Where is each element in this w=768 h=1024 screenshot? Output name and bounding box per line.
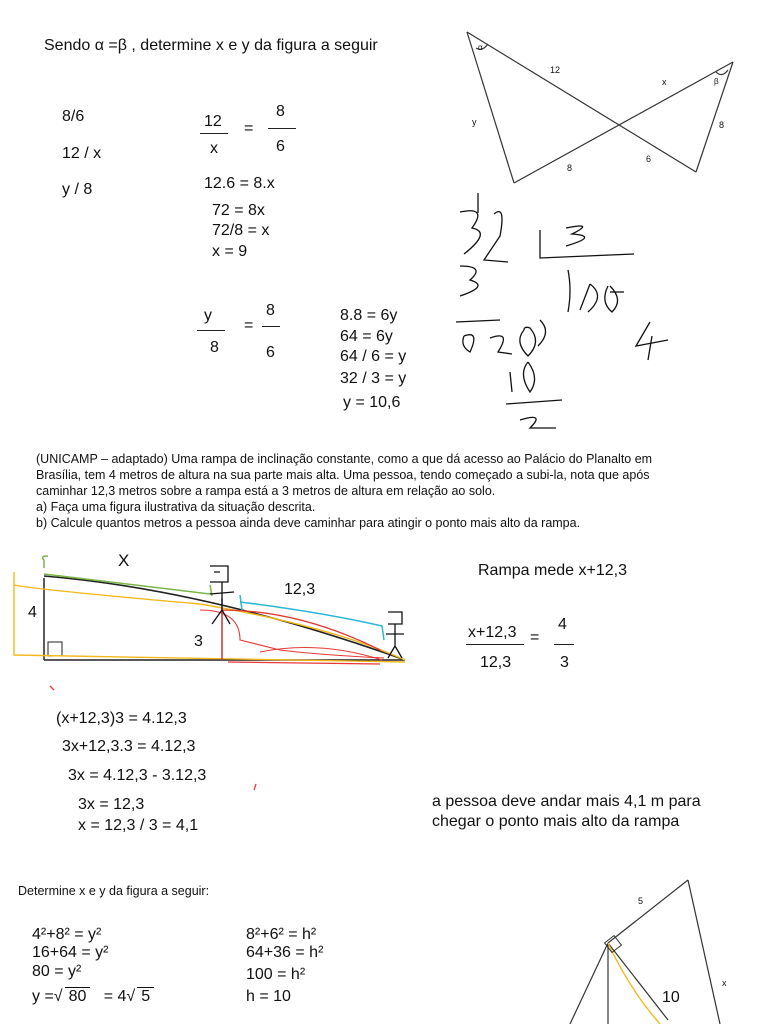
label-six: 6 <box>646 154 652 164</box>
step1-1: 72 = 8x <box>212 202 265 219</box>
step2-0: 8.8 = 6y <box>340 307 398 324</box>
problem-line-1: (UNICAMP – adaptado) Uma rampa de inclinação constante, como a que dá acesso ao Palácio do Planalto em <box>36 452 653 466</box>
pyth-right-2: 100 = h² <box>246 966 306 983</box>
ramp-label-four: 4 <box>28 604 37 621</box>
problem-line-2: Brasília, tem 4 metros de altura na sua parte mais alta. Uma pessoa, tendo começado a subi-la, nota que após <box>36 468 650 482</box>
answer-line-1: a pessoa deve andar mais 4,1 m para <box>432 793 701 810</box>
person-1-icon <box>210 566 228 582</box>
ramp-slope-green <box>44 574 210 594</box>
pyth-left-1: 16+64 = y² <box>32 944 109 961</box>
frac3-num2: 4 <box>558 616 567 633</box>
ramp-step-4: x = 12,3 / 3 = 4,1 <box>78 817 199 834</box>
ramp-label-x: X <box>118 551 130 570</box>
pyth-left-3 <box>32 989 154 1005</box>
ramp-step-1: 3x+12,3.3 = 4.12,3 <box>62 738 196 755</box>
problem-title-3: Determine x e y da figura a seguir: <box>18 884 210 898</box>
ramp-label-three: 3 <box>194 633 203 650</box>
frac2-num2: 8 <box>266 302 275 319</box>
step1-0: 12.6 = 8.x <box>204 175 275 192</box>
label-y: y <box>472 117 477 127</box>
frac1-den2: 6 <box>276 138 285 155</box>
y-sqrt-prefix: y = <box>32 988 54 1005</box>
ramp-slope-yellow <box>14 585 405 660</box>
label-beta: β <box>714 77 719 86</box>
sqrt-icon: √ <box>53 988 63 1005</box>
frac1-equals: = <box>244 120 254 137</box>
sqrt-5: 5 <box>137 987 154 1005</box>
frac3-bar <box>466 644 524 645</box>
frac1-num: 12 <box>204 113 222 130</box>
frac3-bar2 <box>554 644 574 645</box>
ramp-step-0: (x+12,3)3 = 4.12,3 <box>56 710 187 727</box>
handwritten-scribbles <box>456 193 668 428</box>
tri-label-five: 5 <box>638 896 644 906</box>
ramp-label-length: 12,3 <box>284 581 316 598</box>
frac3-num: x+12,3 <box>468 624 517 641</box>
ramp-step-2: 3x = 4.12,3 - 3.12,3 <box>68 767 207 784</box>
person-2-icon <box>388 612 402 624</box>
frac2-den2: 6 <box>266 344 275 361</box>
label-eight-bottom: 8 <box>567 163 573 173</box>
answer-line-2: chegar o ponto mais alto da rampa <box>432 813 680 830</box>
ramp-right-angle <box>48 642 62 656</box>
step2-1: 64 = 6y <box>340 328 393 345</box>
tri-label-x: x <box>722 978 727 988</box>
ratio-3: y / 8 <box>62 181 93 198</box>
sqrt-80: 80 <box>65 987 91 1005</box>
ramp-step-3: 3x = 12,3 <box>78 796 145 813</box>
step2-3: 32 / 3 = y <box>340 370 407 387</box>
step1-3: x = 9 <box>212 243 248 260</box>
frac3-den: 12,3 <box>480 654 512 671</box>
frac1-den: x <box>210 140 218 157</box>
label-eight-right: 8 <box>719 120 725 130</box>
tri-label-ten: 10 <box>662 989 680 1006</box>
ramp-cyan-line <box>240 602 384 640</box>
ramp-description: Rampa mede x+12,3 <box>478 562 627 579</box>
problem-line-3: caminhar 12,3 metros sobre a rampa está a 3 metros de altura em relação ao solo. <box>36 484 496 498</box>
step2-4: y = 10,6 <box>343 394 401 411</box>
frac2-den: 8 <box>210 339 219 356</box>
frac1-num2: 8 <box>276 103 285 120</box>
frac2-equals: = <box>244 317 254 334</box>
problem-title-1: Sendo α =β , determine x e y da figura a seguir <box>44 37 378 54</box>
ramp-slope-black <box>44 576 405 660</box>
pyth-right-3: h = 10 <box>246 988 291 1005</box>
y-result-prefix: = 4 <box>103 988 127 1005</box>
pyth-right-1: 64+36 = h² <box>246 944 324 961</box>
frac2-num: y <box>204 307 212 324</box>
triangle-figure <box>570 880 720 1024</box>
pyth-left-0: 4²+8² = y² <box>32 926 102 943</box>
ratio-2: 12 / x <box>62 145 102 162</box>
label-x: x <box>662 77 667 87</box>
pyth-left-2: 80 = y² <box>32 963 82 980</box>
problem-line-4: a) Faça uma figura ilustrativa da situação descrita. <box>36 500 316 514</box>
frac3-den2: 3 <box>560 654 569 671</box>
step2-2: 64 / 6 = y <box>340 348 407 365</box>
label-twelve: 12 <box>550 65 561 75</box>
step1-2: 72/8 = x <box>212 222 270 239</box>
ratio-1: 8/6 <box>62 108 85 125</box>
sqrt-icon-2: √ <box>126 988 136 1005</box>
problem-line-5: b) Calcule quantos metros a pessoa ainda deve caminhar para atingir o ponto mais alto da rampa. <box>36 516 581 530</box>
pyth-right-0: 8²+6² = h² <box>246 926 317 943</box>
label-alpha: α <box>478 43 483 52</box>
frac3-equals: = <box>530 629 540 646</box>
fig1-left-side <box>467 32 514 183</box>
